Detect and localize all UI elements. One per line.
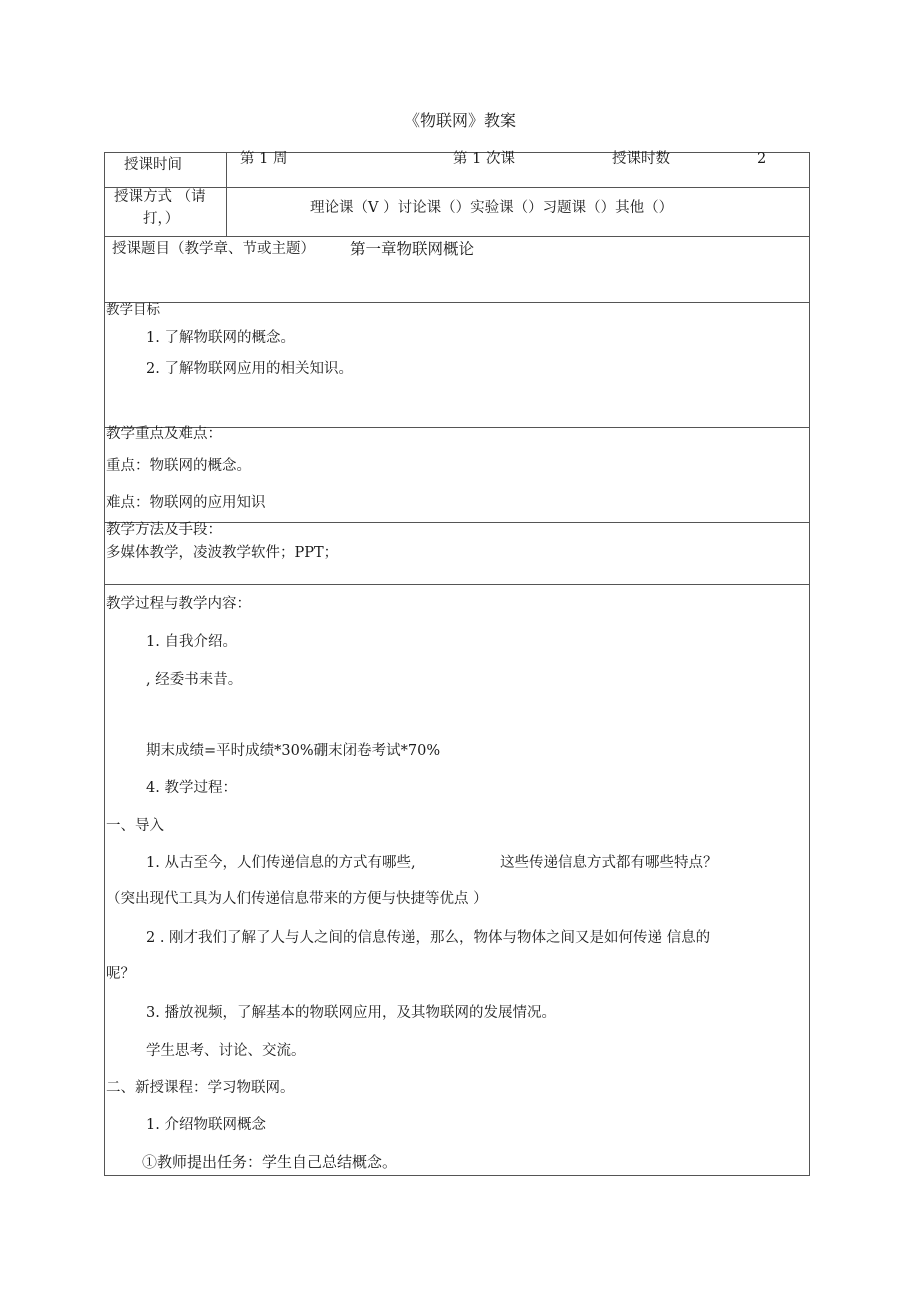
row-divider (104, 187, 810, 188)
process-line: 这些传递信息方式都有哪些特点？ (500, 855, 718, 871)
process-line: 1. 从古至今，人们传递信息的方式有哪些, (146, 855, 416, 871)
keypoint-difficult: 难点：物联网的应用知识 (106, 495, 266, 511)
time-label: 授课时间 (124, 157, 182, 173)
keypoints-heading: 教学重点及难点： (106, 426, 222, 442)
week-value: 第 1 周 (240, 151, 288, 167)
process-line: 3. 播放视频，了解基本的物联网应用，及其物联网的发展情况。 (146, 1005, 556, 1021)
process-line: （突出现代工具为人们传递信息带来的方便与快捷等优点 ） (106, 891, 488, 907)
topic-value: 第一章物联网概论 (350, 240, 475, 258)
row-divider (104, 302, 810, 303)
process-line: 4. 教学过程： (146, 780, 237, 796)
methods-content: 多媒体教学，凌波教学软件；PPT； (106, 545, 339, 561)
row-divider (104, 236, 810, 237)
process-line: 1. 自我介绍。 (146, 634, 237, 650)
table-border-right (809, 152, 810, 1175)
process-line: 期末成绩=平时成绩*30%硼末闭卷考试*70% (146, 743, 441, 759)
process-line: , 经委书耒昔。 (146, 672, 243, 688)
objective-item: 2. 了解物联网应用的相关知识。 (146, 361, 353, 377)
table-border-bottom (104, 1175, 810, 1176)
mode-label: 授课方式 （请 (114, 189, 206, 205)
column-divider (226, 152, 227, 236)
document-title: 《物联网》教案 (403, 111, 516, 130)
hours-value: 2 (757, 151, 767, 167)
methods-heading: 教学方法及手段： (106, 522, 222, 538)
keypoint-key: 重点：物联网的概念。 (106, 458, 251, 474)
objective-item: 1. 了解物联网的概念。 (146, 330, 295, 346)
process-line: ①教师提出任务：学生自己总结概念。 (142, 1153, 398, 1171)
row-divider (104, 584, 810, 585)
section-heading: 一、导入 (106, 818, 164, 834)
process-heading: 教学过程与教学内容： (106, 596, 251, 612)
table-border-left (104, 152, 105, 1175)
process-line: 呢？ (106, 966, 135, 982)
mode-label-cont: 打，） (143, 211, 180, 227)
session-value: 第 1 次课 (453, 151, 515, 167)
hours-label: 授课时数 (612, 151, 670, 167)
section-heading: 二、新授课程：学习物联网。 (106, 1080, 295, 1096)
process-line: 学生思考、讨论、交流。 (146, 1043, 306, 1059)
process-line: 1. 介绍物联网概念 (146, 1117, 266, 1133)
process-line: 2 . 刚才我们了解了人与人之间的信息传递，那么，物体与物体之间又是如何传递 信息的 (146, 930, 711, 946)
objectives-heading: 教学目标 (106, 302, 160, 318)
topic-label: 授课题目（教学章、节或主题） (112, 241, 315, 257)
mode-options: 理论课（V ）讨论课（）实验课（）习题课（）其他（） (310, 200, 674, 216)
